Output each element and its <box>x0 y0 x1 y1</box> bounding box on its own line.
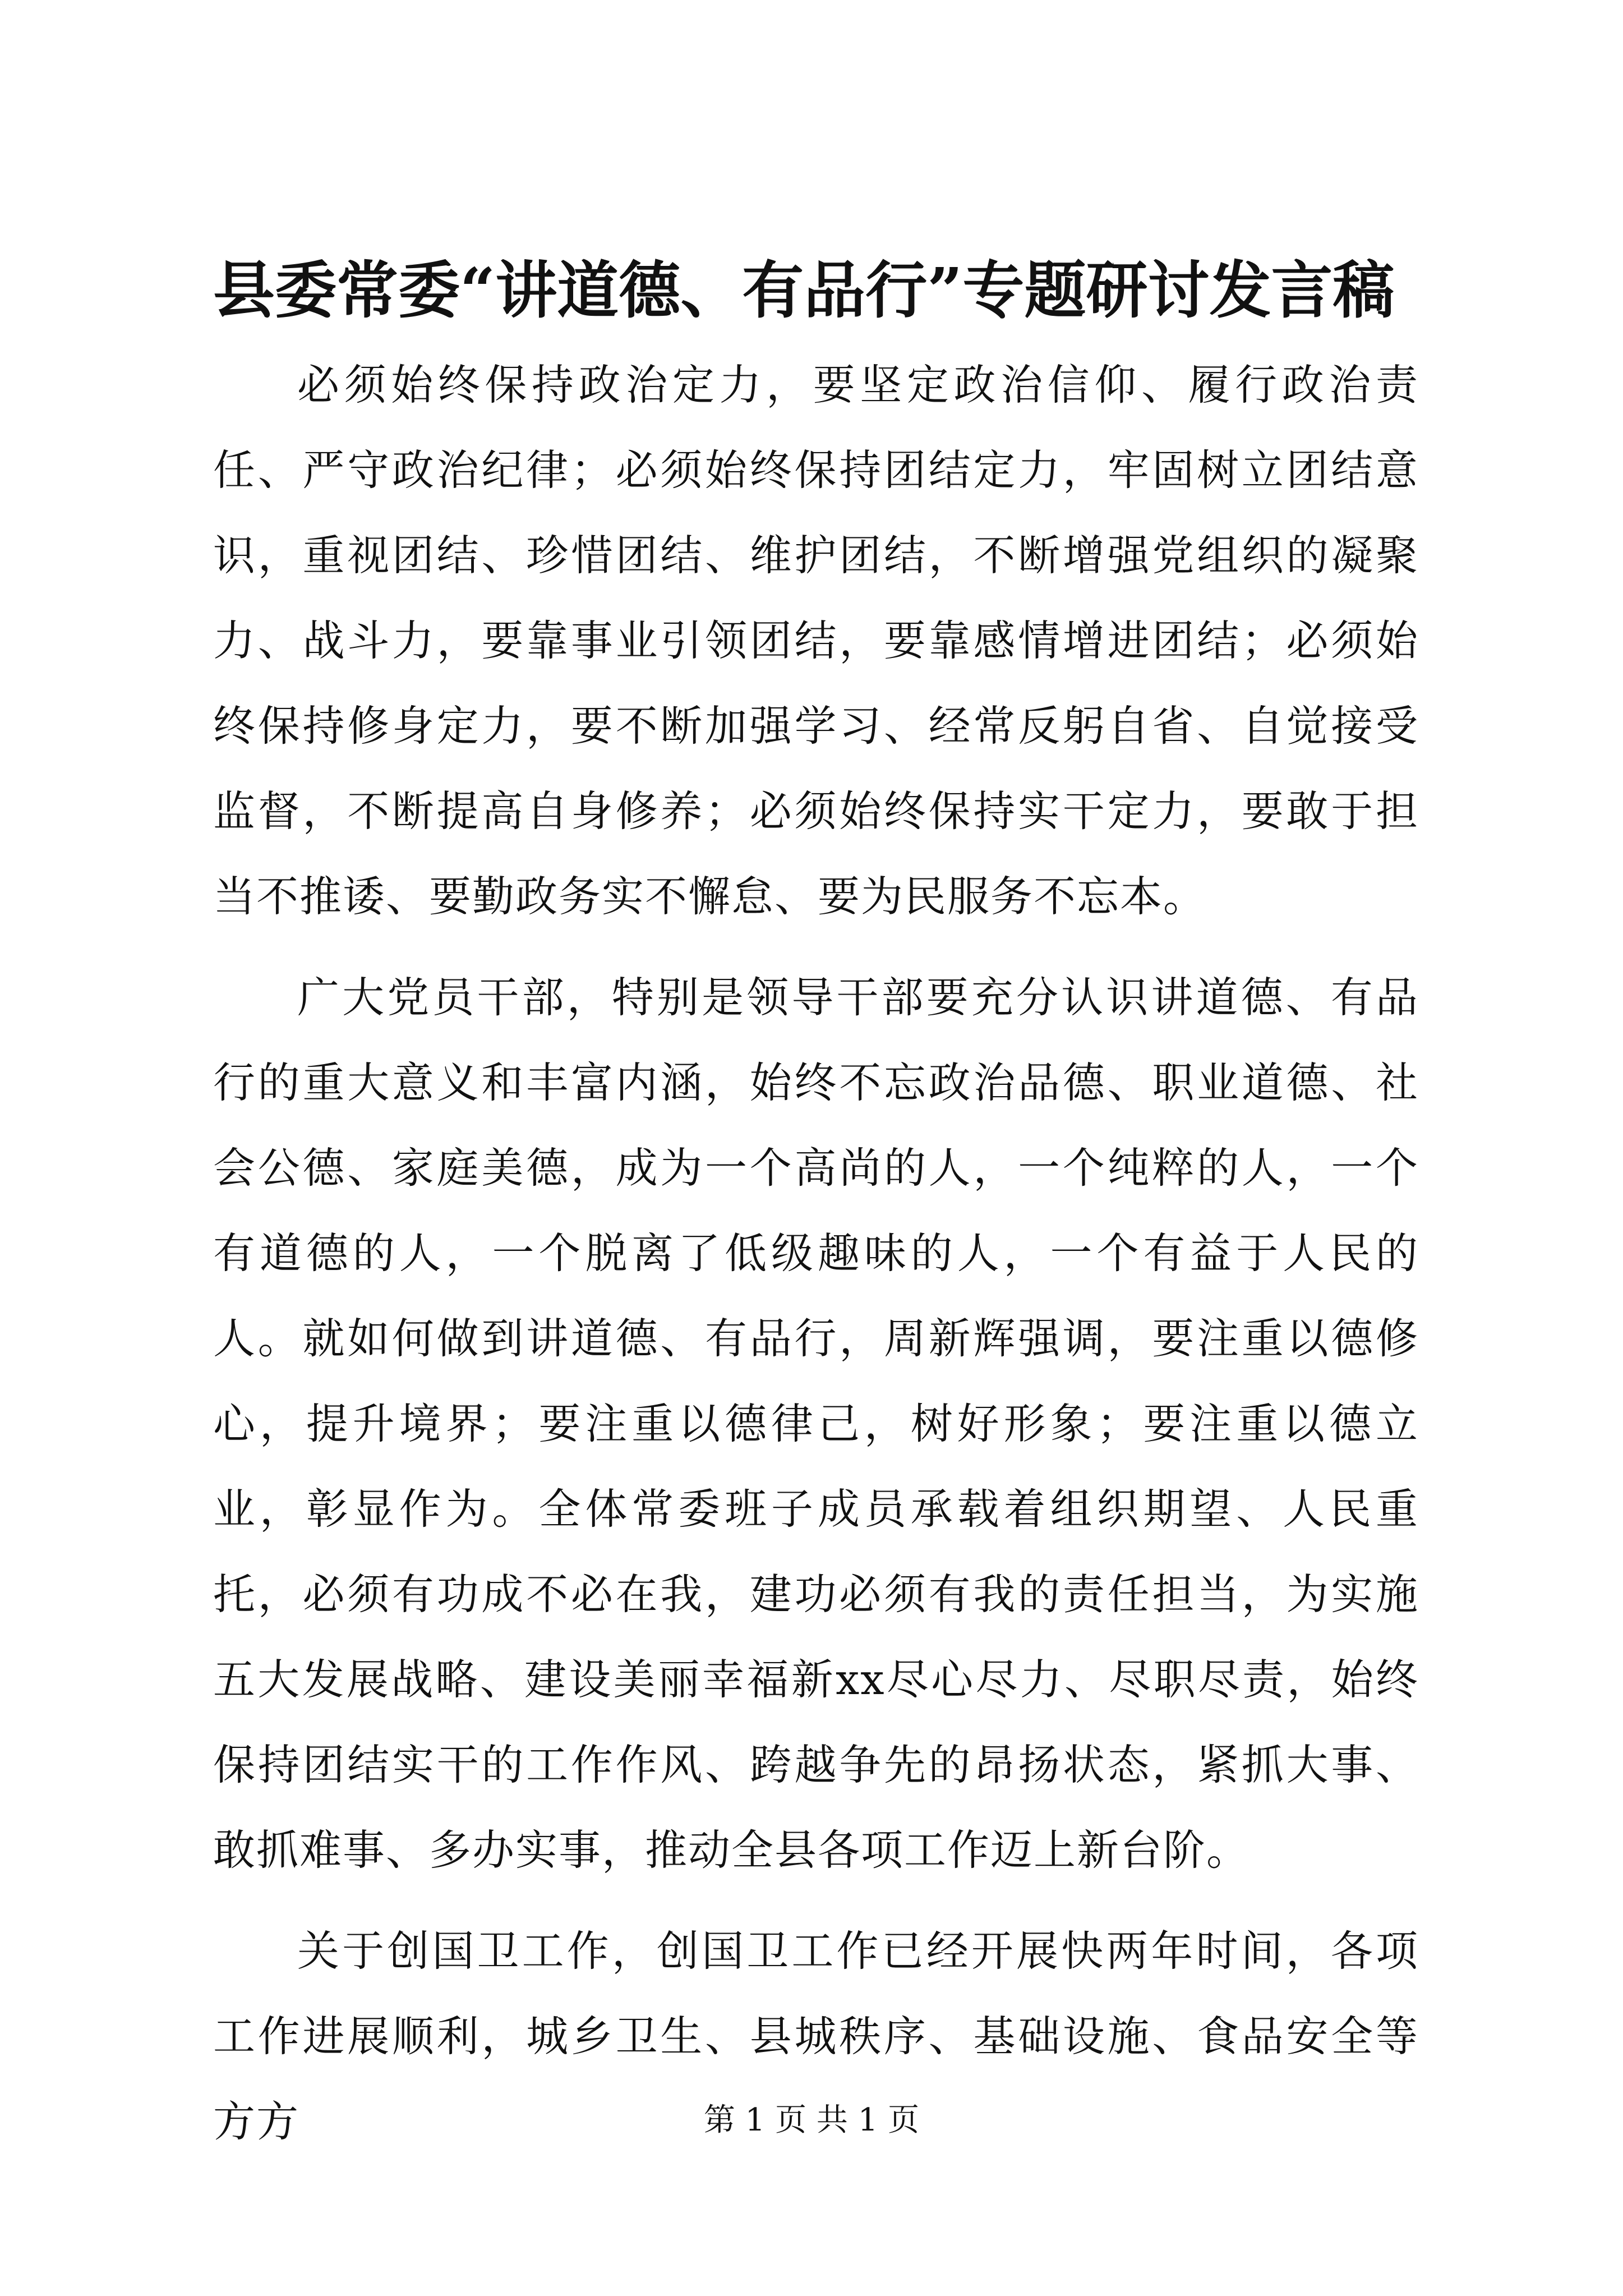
page-footer: 第 1 页 共 1 页 <box>703 2102 920 2138</box>
paragraph-1: 必须始终保持政治定力，要坚定政治信仰、履行政治责任、严守政治纪律；必须始终保持团结定力，牢固树立团结意识，重视团结、珍惜团结、维护团结，不断增强党组织的凝聚力、战斗力，要靠事业引领团结，要靠感情增进团结；必须始终保持修身定力，要不断加强学习、经常反躬自省、自觉接受监督，不断提高自身修养；必须始终保持实干定力，要敢于担当不推诿、要勤政务实不懈怠、要为民服务不忘本。 <box>213 360 1419 921</box>
paragraph-2: 广大党员干部，特别是领导干部要充分认识讲道德、有品行的重大意义和丰富内涵，始终不忘政治品德、职业道德、社会公德、家庭美德，成为一个高尚的人，一个纯粹的人，一个有道德的人，一个脱离了低级趣味的人，一个有益于人民的人。就如何做到讲道德、有品行，周新辉强调，要注重以德修心，提升境界；要注重以德律己，树好形象；要注重以德立业，彰显作为。全体常委班子成员承载着组织期望、人民重托，必须有功成不必在我，建功必须有我的责任担当，为实施五大发展战略、建设美丽幸福新xx尽心尽力、尽职尽责，始终保持团结实干的工作作风、跨越争先的昂扬状态，紧抓大事、敢抓难事、多办实事，推动全县各项工作迈上新台阶。 <box>213 973 1419 1875</box>
document-title: 县委常委“讲道德、有品行”专题研讨发言稿 <box>213 254 1395 326</box>
document-body <box>213 342 1419 2180</box>
paragraph-3: 关于创国卫工作，创国卫工作已经开展快两年时间，各项工作进展顺利，城乡卫生、县城秩序、基础设施、食品安全等方方 <box>213 1926 1419 2146</box>
